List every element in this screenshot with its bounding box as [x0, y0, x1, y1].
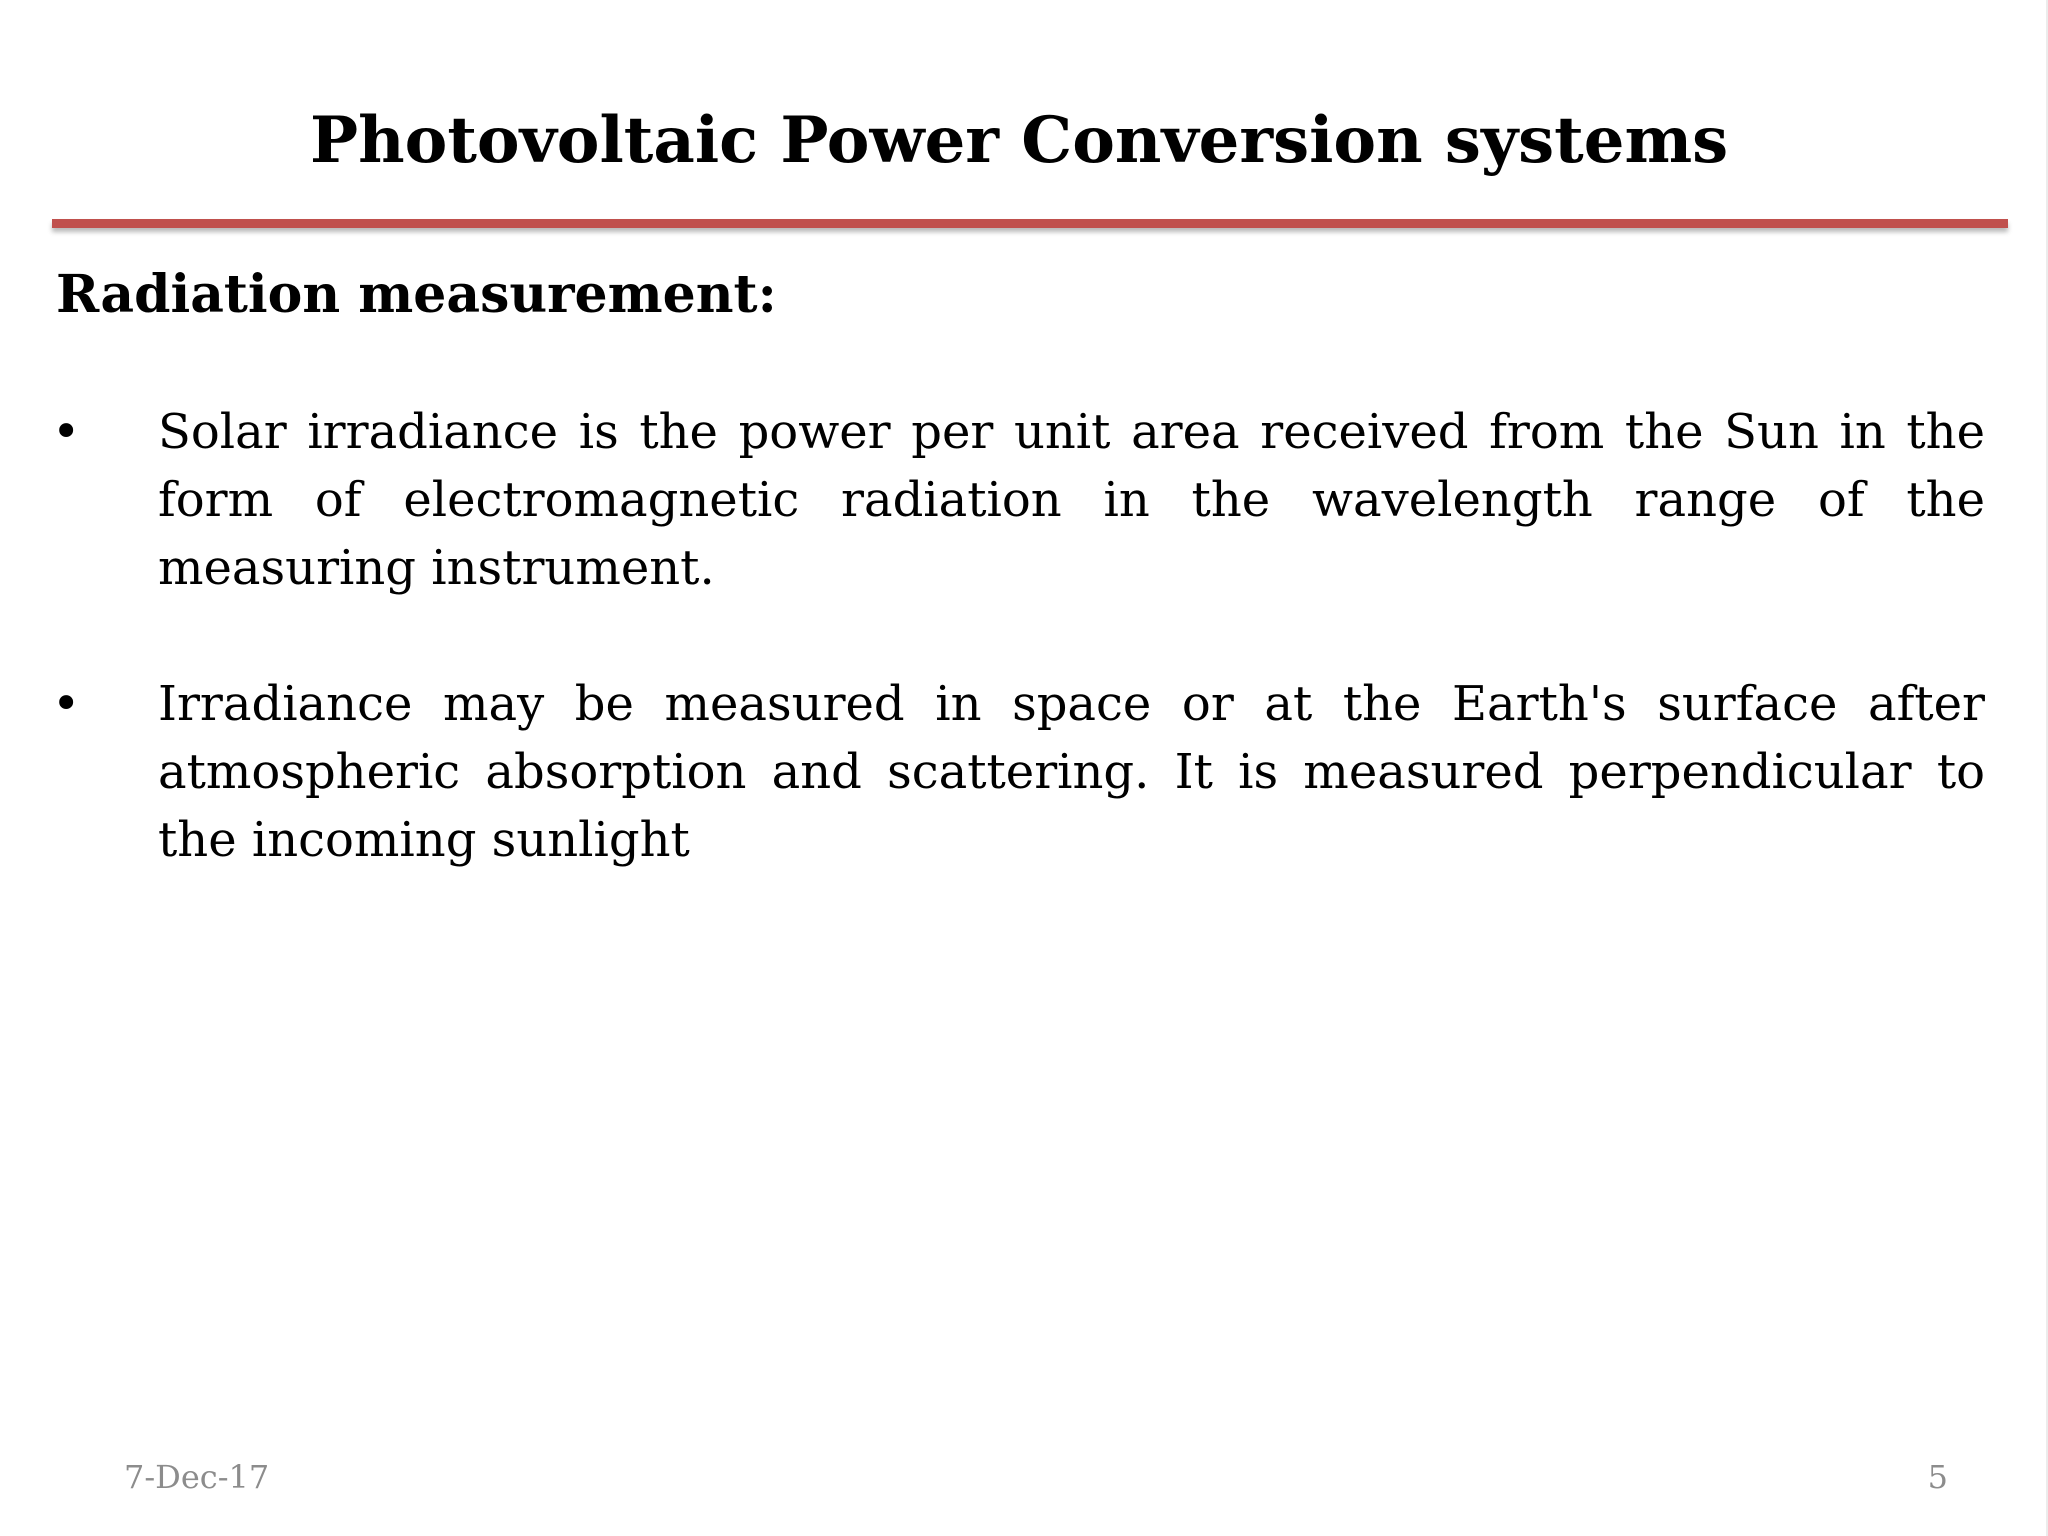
- bullet-text: Irradiance may be measured in space or at the Earth's surface after atmospheric absorption and scattering. It is measured perpendicular to the incoming sunlight: [158, 676, 1985, 868]
- slide-title: Photovoltaic Power Conversion systems: [310, 103, 1729, 178]
- bullet-marker: •: [52, 676, 81, 732]
- bullet-text: Solar irradiance is the power per unit area received from the Sun in the form of electromagnetic radiation in the wavelength range of the measuring instrument.: [158, 404, 1985, 596]
- slide-page-number: 5: [1927, 1458, 1948, 1496]
- bullet-list: [0, 398, 2048, 942]
- bullet-marker: •: [52, 404, 81, 460]
- footer-date: 7-Dec-17: [124, 1458, 270, 1496]
- bullet-item: [0, 398, 2048, 602]
- bullet-item: [0, 670, 2048, 874]
- section-heading: Radiation measurement:: [56, 264, 777, 325]
- title-divider: [52, 219, 2008, 228]
